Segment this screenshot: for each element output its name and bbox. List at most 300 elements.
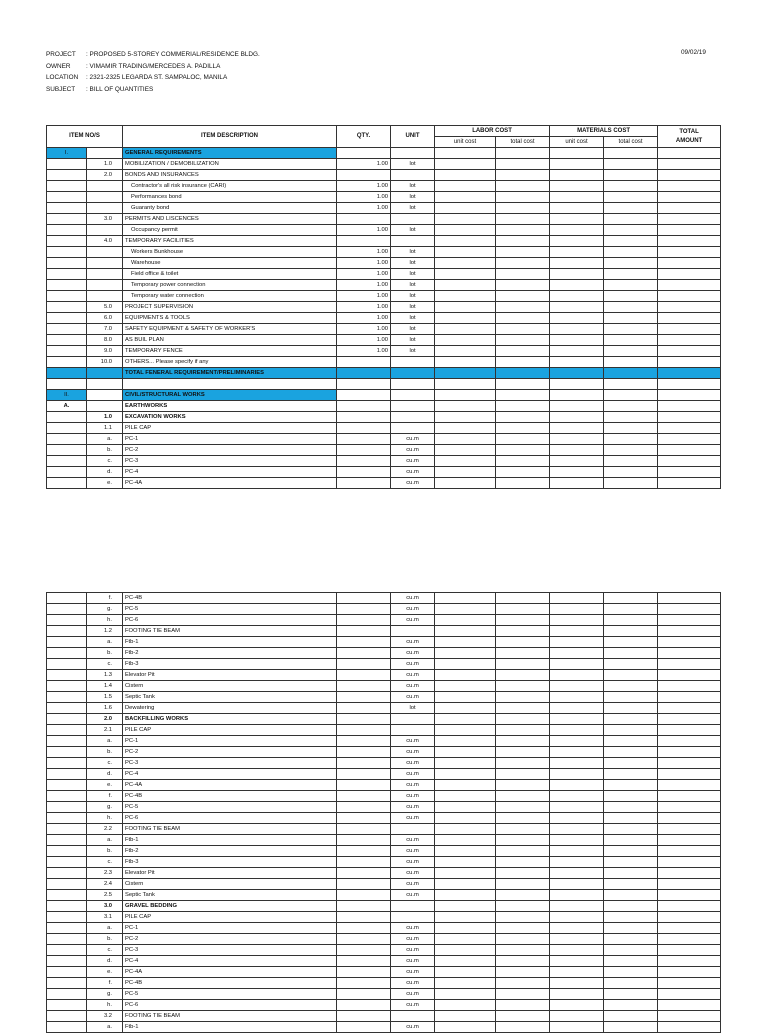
item-no-main [47, 423, 87, 434]
item-description: FOOTING TIE BEAM [123, 626, 337, 637]
cost-cell [496, 593, 550, 604]
item-unit: cu.m [391, 670, 435, 681]
cost-cell [658, 615, 721, 626]
cost-cell [435, 901, 496, 912]
cost-cell [658, 291, 721, 302]
item-no-sub: e. [87, 478, 123, 489]
cost-cell [550, 412, 604, 423]
document-date: 09/02/19 [681, 49, 706, 56]
cost-cell [496, 445, 550, 456]
item-description: MOBILIZATION / DEMOBILIZATION [123, 159, 337, 170]
item-description: PROJECT SUPERVISION [123, 302, 337, 313]
cost-cell [435, 313, 496, 324]
item-unit: cu.m [391, 593, 435, 604]
table-row [47, 769, 721, 780]
item-no-sub: 5.0 [87, 302, 123, 313]
item-unit: cu.m [391, 890, 435, 901]
cost-cell [550, 967, 604, 978]
item-unit [391, 912, 435, 923]
cost-cell [435, 989, 496, 1000]
cost-cell [435, 478, 496, 489]
item-no-sub [87, 390, 123, 401]
cost-cell [496, 214, 550, 225]
table-row [47, 967, 721, 978]
item-description: FOOTING TIE BEAM [123, 824, 337, 835]
item-no-sub: 2.0 [87, 714, 123, 725]
item-description: PC-4A [123, 478, 337, 489]
cost-cell [496, 725, 550, 736]
cost-cell [496, 269, 550, 280]
item-unit: cu.m [391, 1022, 435, 1033]
cost-cell [658, 835, 721, 846]
item-no-sub: 4.0 [87, 236, 123, 247]
cost-cell [658, 324, 721, 335]
cost-cell [435, 302, 496, 313]
item-description: PC-6 [123, 813, 337, 824]
cost-cell [496, 346, 550, 357]
cost-cell [550, 247, 604, 258]
cost-cell [435, 1000, 496, 1011]
item-unit [391, 714, 435, 725]
item-no-main [47, 879, 87, 890]
item-qty [337, 868, 391, 879]
item-unit: cu.m [391, 681, 435, 692]
table-row [47, 648, 721, 659]
cost-cell [550, 835, 604, 846]
cost-cell [496, 780, 550, 791]
item-no-main [47, 648, 87, 659]
cost-cell [435, 747, 496, 758]
item-qty [337, 769, 391, 780]
cost-cell [496, 225, 550, 236]
cost-cell [604, 956, 658, 967]
cost-cell [496, 824, 550, 835]
item-qty: 1.00 [337, 203, 391, 214]
cost-cell [435, 824, 496, 835]
cost-cell [496, 258, 550, 269]
item-qty [337, 714, 391, 725]
item-unit [391, 901, 435, 912]
item-no-sub: a. [87, 736, 123, 747]
cost-cell [550, 868, 604, 879]
item-no-sub: 2.3 [87, 868, 123, 879]
cost-cell [496, 615, 550, 626]
cost-cell [496, 967, 550, 978]
cost-cell [435, 203, 496, 214]
table-row [47, 159, 721, 170]
table-row [47, 467, 721, 478]
item-no-main [47, 736, 87, 747]
cost-cell [435, 714, 496, 725]
cost-cell [435, 648, 496, 659]
cost-cell [550, 170, 604, 181]
item-no-main [47, 967, 87, 978]
item-no-sub: 9.0 [87, 346, 123, 357]
cost-cell [550, 769, 604, 780]
cost-cell [658, 714, 721, 725]
cost-cell [604, 714, 658, 725]
item-description: Guaranty bond [123, 203, 337, 214]
item-unit: lot [391, 280, 435, 291]
cost-cell [550, 791, 604, 802]
table-row [47, 857, 721, 868]
cost-cell [435, 813, 496, 824]
item-no-main [47, 912, 87, 923]
item-description: TEMPORARY FACILITIES [123, 236, 337, 247]
cost-cell [550, 1022, 604, 1033]
item-description: Temporary power connection [123, 280, 337, 291]
cost-cell [658, 1022, 721, 1033]
table-row [47, 758, 721, 769]
table-row [47, 269, 721, 280]
item-no-main [47, 236, 87, 247]
cost-cell [496, 659, 550, 670]
table-row [47, 791, 721, 802]
cost-cell [435, 890, 496, 901]
cost-cell [496, 901, 550, 912]
cost-cell [658, 280, 721, 291]
item-qty: 1.00 [337, 247, 391, 258]
item-description: Septic Tank [123, 890, 337, 901]
item-qty [337, 846, 391, 857]
item-description: PC-1 [123, 923, 337, 934]
cost-cell [435, 934, 496, 945]
cost-cell [658, 879, 721, 890]
cost-cell [604, 604, 658, 615]
item-no-sub: b. [87, 445, 123, 456]
item-unit: lot [391, 181, 435, 192]
cost-cell [550, 978, 604, 989]
table-row [47, 945, 721, 956]
item-qty: 1.00 [337, 346, 391, 357]
header-labor-unit-cost: unit cost [435, 137, 496, 148]
item-qty [337, 692, 391, 703]
cost-cell [604, 148, 658, 159]
cost-cell [604, 747, 658, 758]
cost-cell [435, 758, 496, 769]
cost-cell [550, 181, 604, 192]
item-description: GENERAL REQUIREMENTS [123, 148, 337, 159]
item-no-main [47, 725, 87, 736]
item-qty [337, 379, 391, 390]
cost-cell [658, 203, 721, 214]
cost-cell [604, 445, 658, 456]
table-row [47, 692, 721, 703]
table-row [47, 302, 721, 313]
item-description: PC-3 [123, 456, 337, 467]
item-description: Ftb-3 [123, 857, 337, 868]
table-row [47, 659, 721, 670]
item-qty [337, 791, 391, 802]
cost-cell [550, 780, 604, 791]
header-row-subject [46, 84, 260, 96]
item-no-sub [87, 291, 123, 302]
cost-cell [550, 324, 604, 335]
item-no-sub [87, 148, 123, 159]
item-qty: 1.00 [337, 159, 391, 170]
table-row [47, 923, 721, 934]
item-no-main [47, 379, 87, 390]
cost-cell [658, 302, 721, 313]
cost-cell [604, 456, 658, 467]
cost-cell [604, 324, 658, 335]
header-key: SUBJECT [46, 85, 76, 93]
table-row [47, 214, 721, 225]
item-description: TOTAL FENERAL REQUIREMENT/PRELIMINARIES [123, 368, 337, 379]
cost-cell [658, 824, 721, 835]
cost-cell [658, 593, 721, 604]
item-no-sub: f. [87, 791, 123, 802]
cost-cell [604, 648, 658, 659]
table-row [47, 280, 721, 291]
item-unit: cu.m [391, 846, 435, 857]
item-no-sub: b. [87, 747, 123, 758]
header-row-project [46, 49, 260, 61]
item-description: Performances bond [123, 192, 337, 203]
cost-cell [550, 945, 604, 956]
cost-cell [550, 747, 604, 758]
cost-cell [658, 390, 721, 401]
cost-cell [604, 791, 658, 802]
item-no-sub [87, 225, 123, 236]
item-unit: lot [391, 247, 435, 258]
cost-cell [550, 879, 604, 890]
cost-cell [496, 368, 550, 379]
cost-cell [604, 967, 658, 978]
item-unit [391, 368, 435, 379]
item-unit: cu.m [391, 857, 435, 868]
cost-cell [550, 956, 604, 967]
cost-cell [496, 324, 550, 335]
item-unit: cu.m [391, 467, 435, 478]
item-qty [337, 747, 391, 758]
item-no-sub: b. [87, 934, 123, 945]
item-no-main [47, 434, 87, 445]
cost-cell [550, 346, 604, 357]
cost-cell [658, 368, 721, 379]
cost-cell [435, 780, 496, 791]
item-unit: cu.m [391, 456, 435, 467]
item-no-sub: 3.0 [87, 214, 123, 225]
table-row [47, 681, 721, 692]
cost-cell [435, 390, 496, 401]
cost-cell [435, 456, 496, 467]
cost-cell [658, 401, 721, 412]
cost-cell [658, 412, 721, 423]
cost-cell [496, 637, 550, 648]
cost-cell [604, 412, 658, 423]
item-description: PC-3 [123, 758, 337, 769]
item-unit [391, 236, 435, 247]
cost-cell [604, 835, 658, 846]
cost-cell [604, 846, 658, 857]
item-no-main [47, 214, 87, 225]
cost-cell [496, 412, 550, 423]
cost-cell [435, 923, 496, 934]
cost-cell [604, 1000, 658, 1011]
item-no-main [47, 681, 87, 692]
cost-cell [604, 824, 658, 835]
table-row [47, 725, 721, 736]
item-qty [337, 170, 391, 181]
item-no-main [47, 692, 87, 703]
item-no-sub: h. [87, 813, 123, 824]
item-no-main [47, 412, 87, 423]
cost-cell [496, 170, 550, 181]
header-key: PROJECT [46, 51, 76, 58]
header-value: : 2321-2325 LEGARDA ST. SAMPALOC, MANILA [86, 74, 228, 81]
cost-cell [658, 225, 721, 236]
table-row [47, 203, 721, 214]
cost-cell [658, 335, 721, 346]
cost-cell [435, 681, 496, 692]
table-row [47, 456, 721, 467]
cost-cell [435, 615, 496, 626]
cost-cell [435, 912, 496, 923]
item-qty: 1.00 [337, 313, 391, 324]
cost-cell [496, 1011, 550, 1022]
cost-cell [604, 758, 658, 769]
cost-cell [550, 478, 604, 489]
cost-cell [604, 890, 658, 901]
item-no-sub: 1.0 [87, 159, 123, 170]
item-qty [337, 401, 391, 412]
item-description: EARTHWORKS [123, 401, 337, 412]
cost-cell [658, 725, 721, 736]
item-unit [391, 148, 435, 159]
item-no-sub [87, 401, 123, 412]
item-qty [337, 780, 391, 791]
table-row [47, 626, 721, 637]
item-no-sub: f. [87, 593, 123, 604]
cost-cell [496, 390, 550, 401]
item-description: PC-2 [123, 747, 337, 758]
cost-cell [435, 802, 496, 813]
cost-cell [658, 791, 721, 802]
item-no-main [47, 659, 87, 670]
item-description: Field office & toilet [123, 269, 337, 280]
cost-cell [435, 247, 496, 258]
item-qty [337, 1011, 391, 1022]
cost-cell [658, 780, 721, 791]
item-unit: cu.m [391, 637, 435, 648]
cost-cell [435, 423, 496, 434]
cost-cell [604, 214, 658, 225]
cost-cell [658, 978, 721, 989]
item-description: PC-1 [123, 736, 337, 747]
cost-cell [604, 269, 658, 280]
header-labor-cost: LABOR COST [435, 126, 550, 137]
item-no-main [47, 835, 87, 846]
cost-cell [550, 593, 604, 604]
header-row-location [46, 72, 260, 84]
cost-cell [496, 692, 550, 703]
item-unit: cu.m [391, 923, 435, 934]
item-no-main [47, 670, 87, 681]
cost-cell [658, 626, 721, 637]
cost-cell [435, 324, 496, 335]
item-no-main [47, 934, 87, 945]
cost-cell [604, 725, 658, 736]
cost-cell [496, 604, 550, 615]
item-no-main [47, 1022, 87, 1033]
item-qty [337, 956, 391, 967]
item-qty [337, 945, 391, 956]
cost-cell [496, 846, 550, 857]
item-qty: 1.00 [337, 280, 391, 291]
item-qty [337, 236, 391, 247]
item-unit: cu.m [391, 736, 435, 747]
cost-cell [604, 626, 658, 637]
item-no-sub: 7.0 [87, 324, 123, 335]
item-qty [337, 857, 391, 868]
item-unit: lot [391, 346, 435, 357]
cost-cell [496, 236, 550, 247]
item-no-main [47, 714, 87, 725]
cost-cell [496, 912, 550, 923]
cost-cell [435, 335, 496, 346]
item-no-main [47, 769, 87, 780]
item-unit: cu.m [391, 813, 435, 824]
item-qty [337, 604, 391, 615]
item-qty [337, 148, 391, 159]
item-no-sub: d. [87, 467, 123, 478]
cost-cell [496, 313, 550, 324]
cost-cell [658, 269, 721, 280]
item-no-main [47, 170, 87, 181]
cost-cell [550, 379, 604, 390]
item-qty: 1.00 [337, 302, 391, 313]
item-no-main [47, 269, 87, 280]
item-no-sub: 6.0 [87, 313, 123, 324]
item-description: FOOTING TIE BEAM [123, 1011, 337, 1022]
cost-cell [658, 214, 721, 225]
header-amount-label: AMOUNT [675, 137, 703, 144]
item-no-main [47, 368, 87, 379]
table-row [47, 934, 721, 945]
item-qty [337, 467, 391, 478]
cost-cell [496, 989, 550, 1000]
cost-cell [604, 467, 658, 478]
item-qty [337, 890, 391, 901]
cost-cell [658, 681, 721, 692]
cost-cell [604, 236, 658, 247]
item-unit [391, 214, 435, 225]
item-description: GRAVEL BEDDING [123, 901, 337, 912]
cost-cell [496, 357, 550, 368]
item-unit: cu.m [391, 615, 435, 626]
header-materials-cost: MATERIALS COST [550, 126, 658, 137]
item-no-sub: 2.5 [87, 890, 123, 901]
item-description: PERMITS AND LISCENCES [123, 214, 337, 225]
table-row [47, 346, 721, 357]
header-value: : VIMAMIR TRADING/MERCEDES A. PADILLA [86, 62, 221, 70]
item-no-sub [87, 247, 123, 258]
table-row [47, 637, 721, 648]
item-no-sub: 2.4 [87, 879, 123, 890]
cost-cell [658, 692, 721, 703]
cost-cell [496, 401, 550, 412]
cost-cell [604, 368, 658, 379]
item-no-sub: 8.0 [87, 335, 123, 346]
table-row [47, 703, 721, 714]
item-no-main [47, 956, 87, 967]
cost-cell [550, 615, 604, 626]
item-unit: cu.m [391, 780, 435, 791]
item-no-main [47, 302, 87, 313]
item-no-main [47, 225, 87, 236]
item-unit: cu.m [391, 758, 435, 769]
